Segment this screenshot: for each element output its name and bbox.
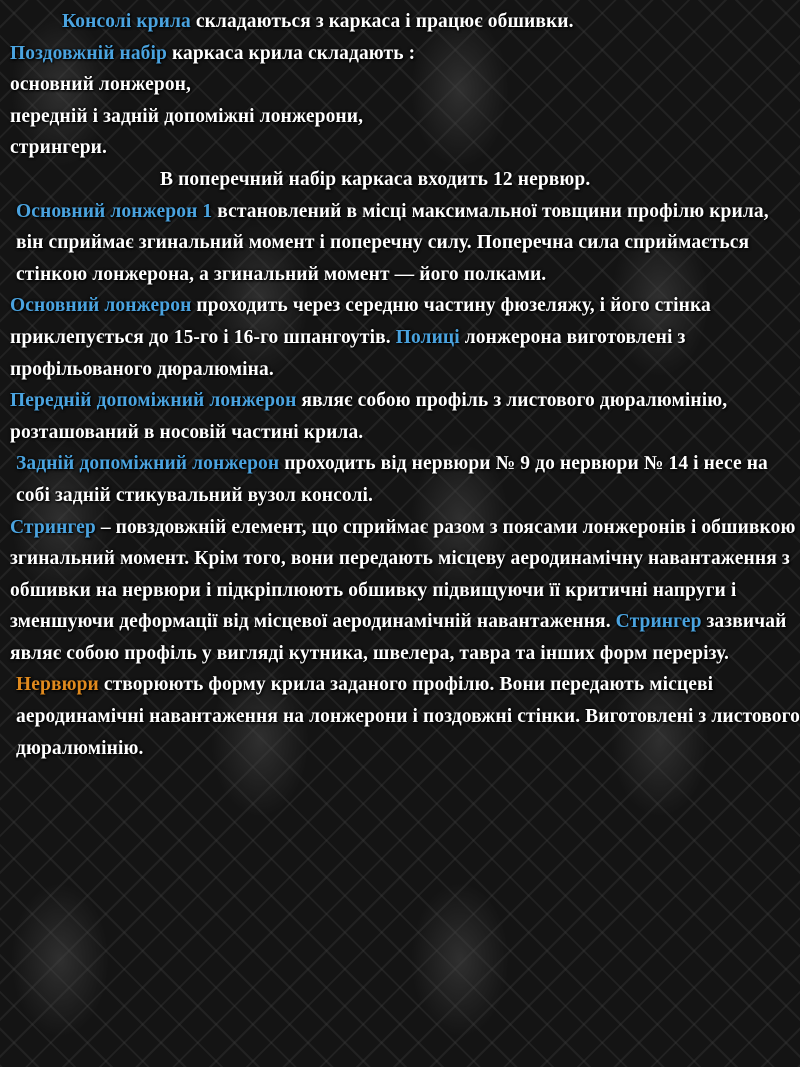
- term-stringer-2: Стрингер: [615, 611, 702, 633]
- term-ribs: Нервюри: [16, 674, 99, 696]
- paragraph-text: зазвичай являє собою профіль у вигляді кутника, швелера, тавра та інших форм перерізу.: [10, 611, 787, 664]
- term-main-spar-1: Основний лонжерон 1: [16, 200, 213, 222]
- paragraph-transverse-set: [10, 164, 800, 196]
- term-front-auxiliary-spar: Передній допоміжний лонжерон: [10, 390, 297, 412]
- paragraph-text: проходить від нервюри № 9 до нервюри № 14 і несе на собі задній стикувальний вузол консолі.: [16, 453, 768, 506]
- paragraph-text: – повздовжній елемент, що сприймає разом з поясами лонжеронів і обшивкою згинальний момент. Крім того, вони передають місцеву аеродинамічну навантаження з обшивки на нервюри і підкріплюють обшивку підвищуючи її критичні напруги і зменшуючи деформації від місцевої аеродинамічній навантаження.: [10, 516, 796, 633]
- term-wing-consoles: Консолі крила: [62, 11, 191, 32]
- term-main-spar: Основний лонжерон: [10, 295, 192, 317]
- term-rear-auxiliary-spar: Задній допоміжний лонжерон: [16, 453, 280, 475]
- paragraph-text: каркаса крила складають :: [167, 42, 416, 64]
- paragraph-longitudinal-set: [10, 38, 800, 70]
- term-stringer: Стрингер: [10, 516, 96, 538]
- list-item-stringers: стрингери.: [10, 137, 107, 159]
- paragraph-text: проходить через середню частину фюзеляжу, і його стінка приклепується до 15-го і 16-го шпангоутів.: [10, 295, 711, 348]
- paragraph-text: складаються з каркаса і працює обшивки.: [190, 11, 574, 32]
- list-item-main-spar: основний лонжерон,: [10, 74, 191, 96]
- term-flanges: Полиці: [395, 326, 460, 348]
- paragraph-text: лонжерона виготовлені з профільованого дюралюміна.: [10, 326, 686, 380]
- paragraph-stringer: [10, 512, 800, 670]
- paragraph-ribs: [10, 669, 800, 764]
- term-longitudinal-set: Поздовжній набір: [10, 42, 167, 64]
- paragraph-main-spar: [10, 290, 800, 385]
- paragraph-text: В поперечний набір каркаса входить 12 нервюр.: [160, 168, 591, 190]
- paragraph-main-spar-1: [10, 196, 800, 291]
- paragraph-text: створюють форму крила заданого профілю. Вони передають місцеві аеродинамічні навантаження на лонжерони і поздовжні стінки. Виготовлені з листового дюралюмінію.: [16, 674, 800, 759]
- list-item-auxiliary-spars: передній і задній допоміжні лонжерони,: [10, 105, 364, 127]
- paragraph-text: являє собою профіль з листового дюралюмінію, розташований в носовій частині крила.: [10, 390, 728, 443]
- paragraph-wing-consoles: [10, 6, 800, 38]
- paragraph-text: встановлений в місці максимальної товщини профілю крила, він сприймає згинальний момент і поперечну силу. Поперечна сила сприймається стінкою лонжерона, а згинальний момент — його полками.: [16, 200, 769, 285]
- slide-text-body: [10, 6, 800, 764]
- paragraph-front-auxiliary-spar: [10, 385, 800, 448]
- paragraph-rear-auxiliary-spar: [10, 448, 800, 511]
